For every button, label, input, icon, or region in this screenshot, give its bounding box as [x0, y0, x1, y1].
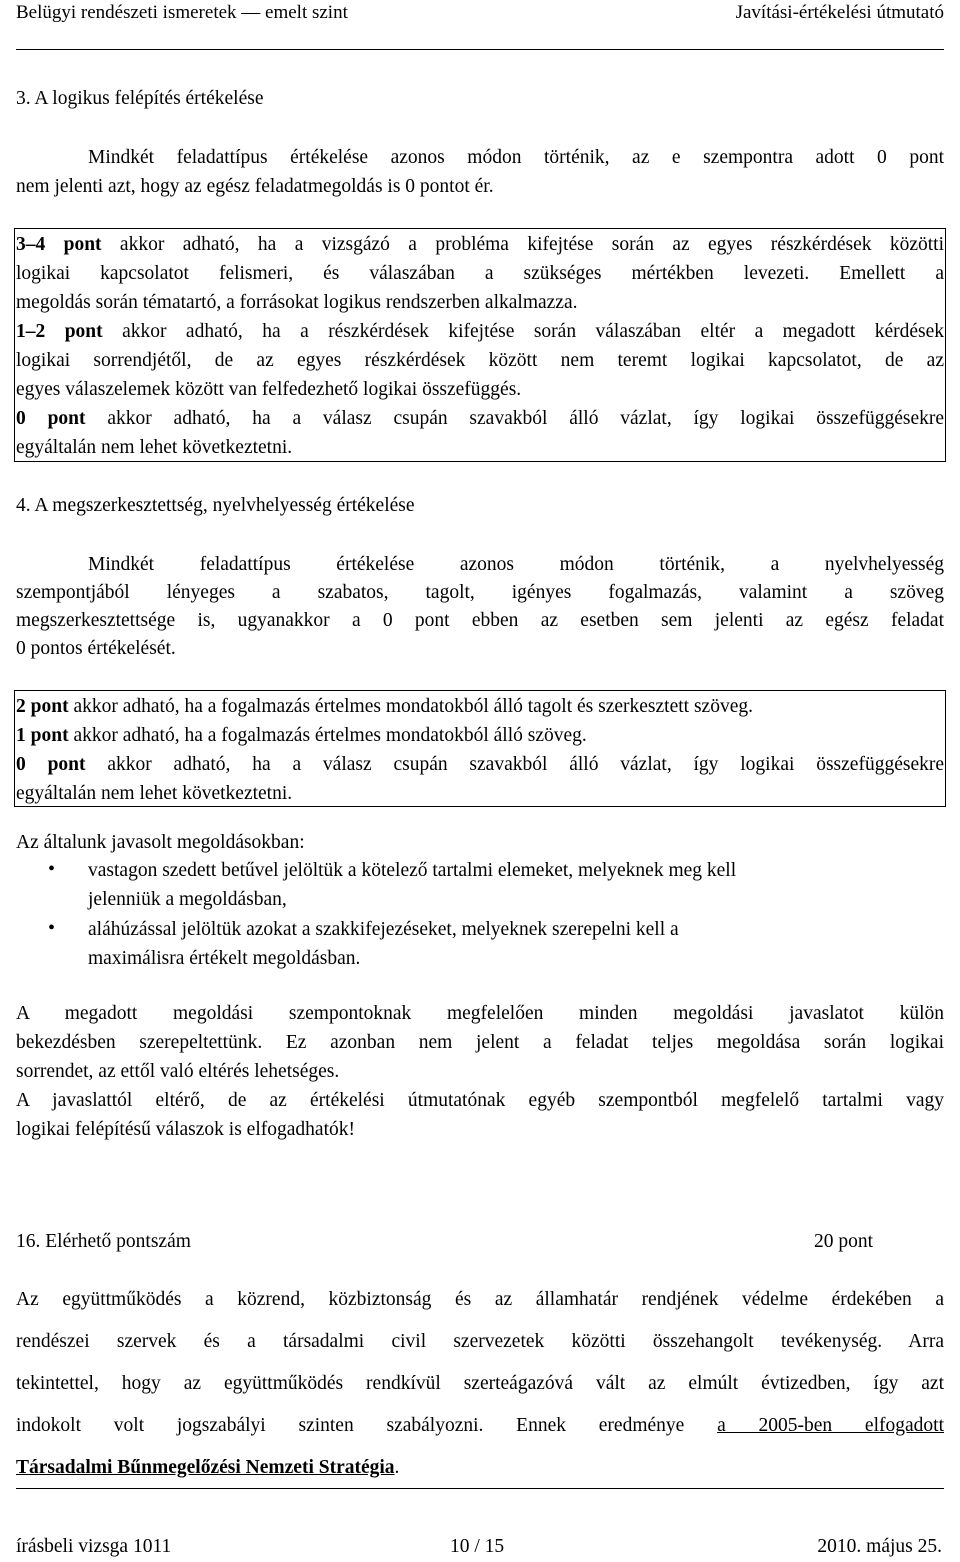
- criterion-3-4-points: 3–4 pont: [16, 234, 102, 255]
- criterion-3-4-line-3: megoldás során tématartó, a forrásokat logikus rendszerben alkalmazza.: [16, 292, 578, 313]
- footer-page-number: 10 / 15: [450, 1536, 505, 1557]
- strategy-name: Társadalmi Bűnmegelőzési Nemzeti Stratégia: [16, 1457, 395, 1478]
- section-4-intro-line-4: 0 pontos értékelését.: [16, 638, 176, 659]
- criterion-0-line-2: egyáltalán nem lehet következtetni.: [16, 437, 293, 458]
- criterion-0-pont-line-1: 0 pont akkor adható, ha a válasz csupán szavakból álló vázlat, így logikai összefüggésekre: [16, 754, 944, 775]
- bullet-1-line-2: jelenniük a megoldásban,: [88, 889, 287, 910]
- suggestions-para-2-line-2: logikai felépítésű válaszok is elfogadhatók!: [16, 1119, 355, 1140]
- criterion-1-2-line-3: egyes válaszelemek között van felfedezhető logikai összefüggés.: [16, 379, 522, 400]
- bullet-icon: •: [48, 858, 56, 880]
- footer-rule: [16, 1488, 944, 1489]
- header-subtitle: Javítási-értékelési útmutató: [735, 2, 944, 23]
- task-16-line-4: indokolt volt jogszabályi szinten szabályozni. Ennek eredménye a 2005-ben elfogadott: [16, 1415, 944, 1436]
- suggestions-para-1-line-1: A megadott megoldási szempontoknak megfelelően minden megoldási javaslatot külön: [16, 1003, 944, 1024]
- footer-date: 2010. május 25.: [817, 1536, 942, 1557]
- criterion-1-points: 1 pont: [16, 725, 69, 746]
- section-4-intro-line-1: Mindkét feladattípus értékelése azonos módon történik, a nyelvhelyesség: [88, 554, 944, 575]
- header-rule: [16, 49, 944, 50]
- criterion-1-pont: 1 pont akkor adható, ha a fogalmazás értelmes mondatokból álló szöveg.: [16, 725, 587, 746]
- criterion-2-points: 2 pont: [16, 696, 69, 717]
- suggestions-heading: Az általunk javasolt megoldásokban:: [16, 832, 305, 853]
- bullet-1-line-1: vastagon szedett betűvel jelöltük a kötelező tartalmi elemeket, melyeknek meg kell: [88, 860, 737, 881]
- footer-exam: írásbeli vizsga 1011: [16, 1536, 172, 1557]
- underlined-term: a 2005-ben elfogadott: [717, 1415, 944, 1436]
- criterion-1-2-line-2: logikai sorrendjétől, de az egyes részkérdések között nem teremt logikai kapcsolatot, de az: [16, 350, 944, 371]
- task-16-line-3: tekintettel, hogy az együttműködés rendkívül szerteágazóvá vált az elmúlt évtizedben, így azt: [16, 1373, 944, 1394]
- header-title: Belügyi rendészeti ismeretek — emelt szint: [16, 2, 348, 23]
- section-4-intro-line-2: szempontjából lényeges a szabatos, tagolt, igényes fogalmazás, valamint a szöveg: [16, 582, 944, 603]
- bullet-icon: •: [48, 917, 56, 939]
- criterion-1-2-line-1: 1–2 pont akkor adható, ha a részkérdések kifejtése során válaszában eltér a megadott kérdések: [16, 321, 944, 342]
- task-16-label: 16. Elérhető pontszám: [16, 1231, 191, 1252]
- section-3-intro-line-1: Mindkét feladattípus értékelése azonos módon történik, az e szempontra adott 0 pont: [88, 147, 944, 168]
- section-4-title: 4. A megszerkesztettség, nyelvhelyesség értékelése: [16, 495, 415, 516]
- task-16-line-1: Az együttműködés a közrend, közbiztonság és az államhatár rendjének védelme érdekében a: [16, 1289, 944, 1310]
- criterion-0-line-1: 0 pont akkor adható, ha a válasz csupán szavakból álló vázlat, így logikai összefüggésekre: [16, 408, 944, 429]
- task-16-line-5: Társadalmi Bűnmegelőzési Nemzeti Stratégia.: [16, 1457, 400, 1478]
- task-16-line-2: rendészei szervek és a társadalmi civil szervezetek közötti összehangolt tevékenység. Arra: [16, 1331, 944, 1352]
- section-3-intro-line-2: nem jelenti azt, hogy az egész feladatmegoldás is 0 pontot ér.: [16, 176, 494, 197]
- suggestions-para-2-line-1: A javaslattól eltérő, de az értékelési útmutatónak egyéb szempontból megfelelő tartalmi vagy: [16, 1090, 944, 1111]
- criterion-1-2-points: 1–2 pont: [16, 321, 103, 342]
- criterion-3-4-line-2: logikai kapcsolatot felismeri, és válaszában a szükséges mértékben levezeti. Emellett a: [16, 263, 944, 284]
- criterion-3-4-line-1: 3–4 pont akkor adható, ha a vizsgázó a probléma kifejtése során az egyes részkérdések közötti: [16, 234, 945, 255]
- criterion-0-pont-line-2: egyáltalán nem lehet következtetni.: [16, 783, 293, 804]
- criterion-0-points: 0 pont: [16, 408, 86, 429]
- criterion-0-points-s4: 0 pont: [16, 754, 86, 775]
- suggestions-para-1-line-3: sorrendet, az ettől való eltérés lehetséges.: [16, 1061, 340, 1082]
- bullet-2-line-2: maximálisra értékelt megoldásban.: [88, 948, 361, 969]
- section-4-intro-line-3: megszerkesztettsége is, ugyanakkor a 0 pont ebben az esetben sem jelenti az egész feladat: [16, 610, 944, 631]
- suggestions-para-1-line-2: bekezdésben szerepeltettünk. Ez azonban nem jelent a feladat teljes megoldása során logikai: [16, 1032, 944, 1053]
- section-3-title: 3. A logikus felépítés értékelése: [16, 88, 264, 109]
- criterion-2-pont: 2 pont akkor adható, ha a fogalmazás értelmes mondatokból álló tagolt és szerkesztett szöveg.: [16, 696, 753, 717]
- task-16-points: 20 pont: [814, 1231, 874, 1252]
- bullet-2-line-1: aláhúzással jelöltük azokat a szakkifejezéseket, melyeknek szerepelni kell a: [88, 919, 679, 940]
